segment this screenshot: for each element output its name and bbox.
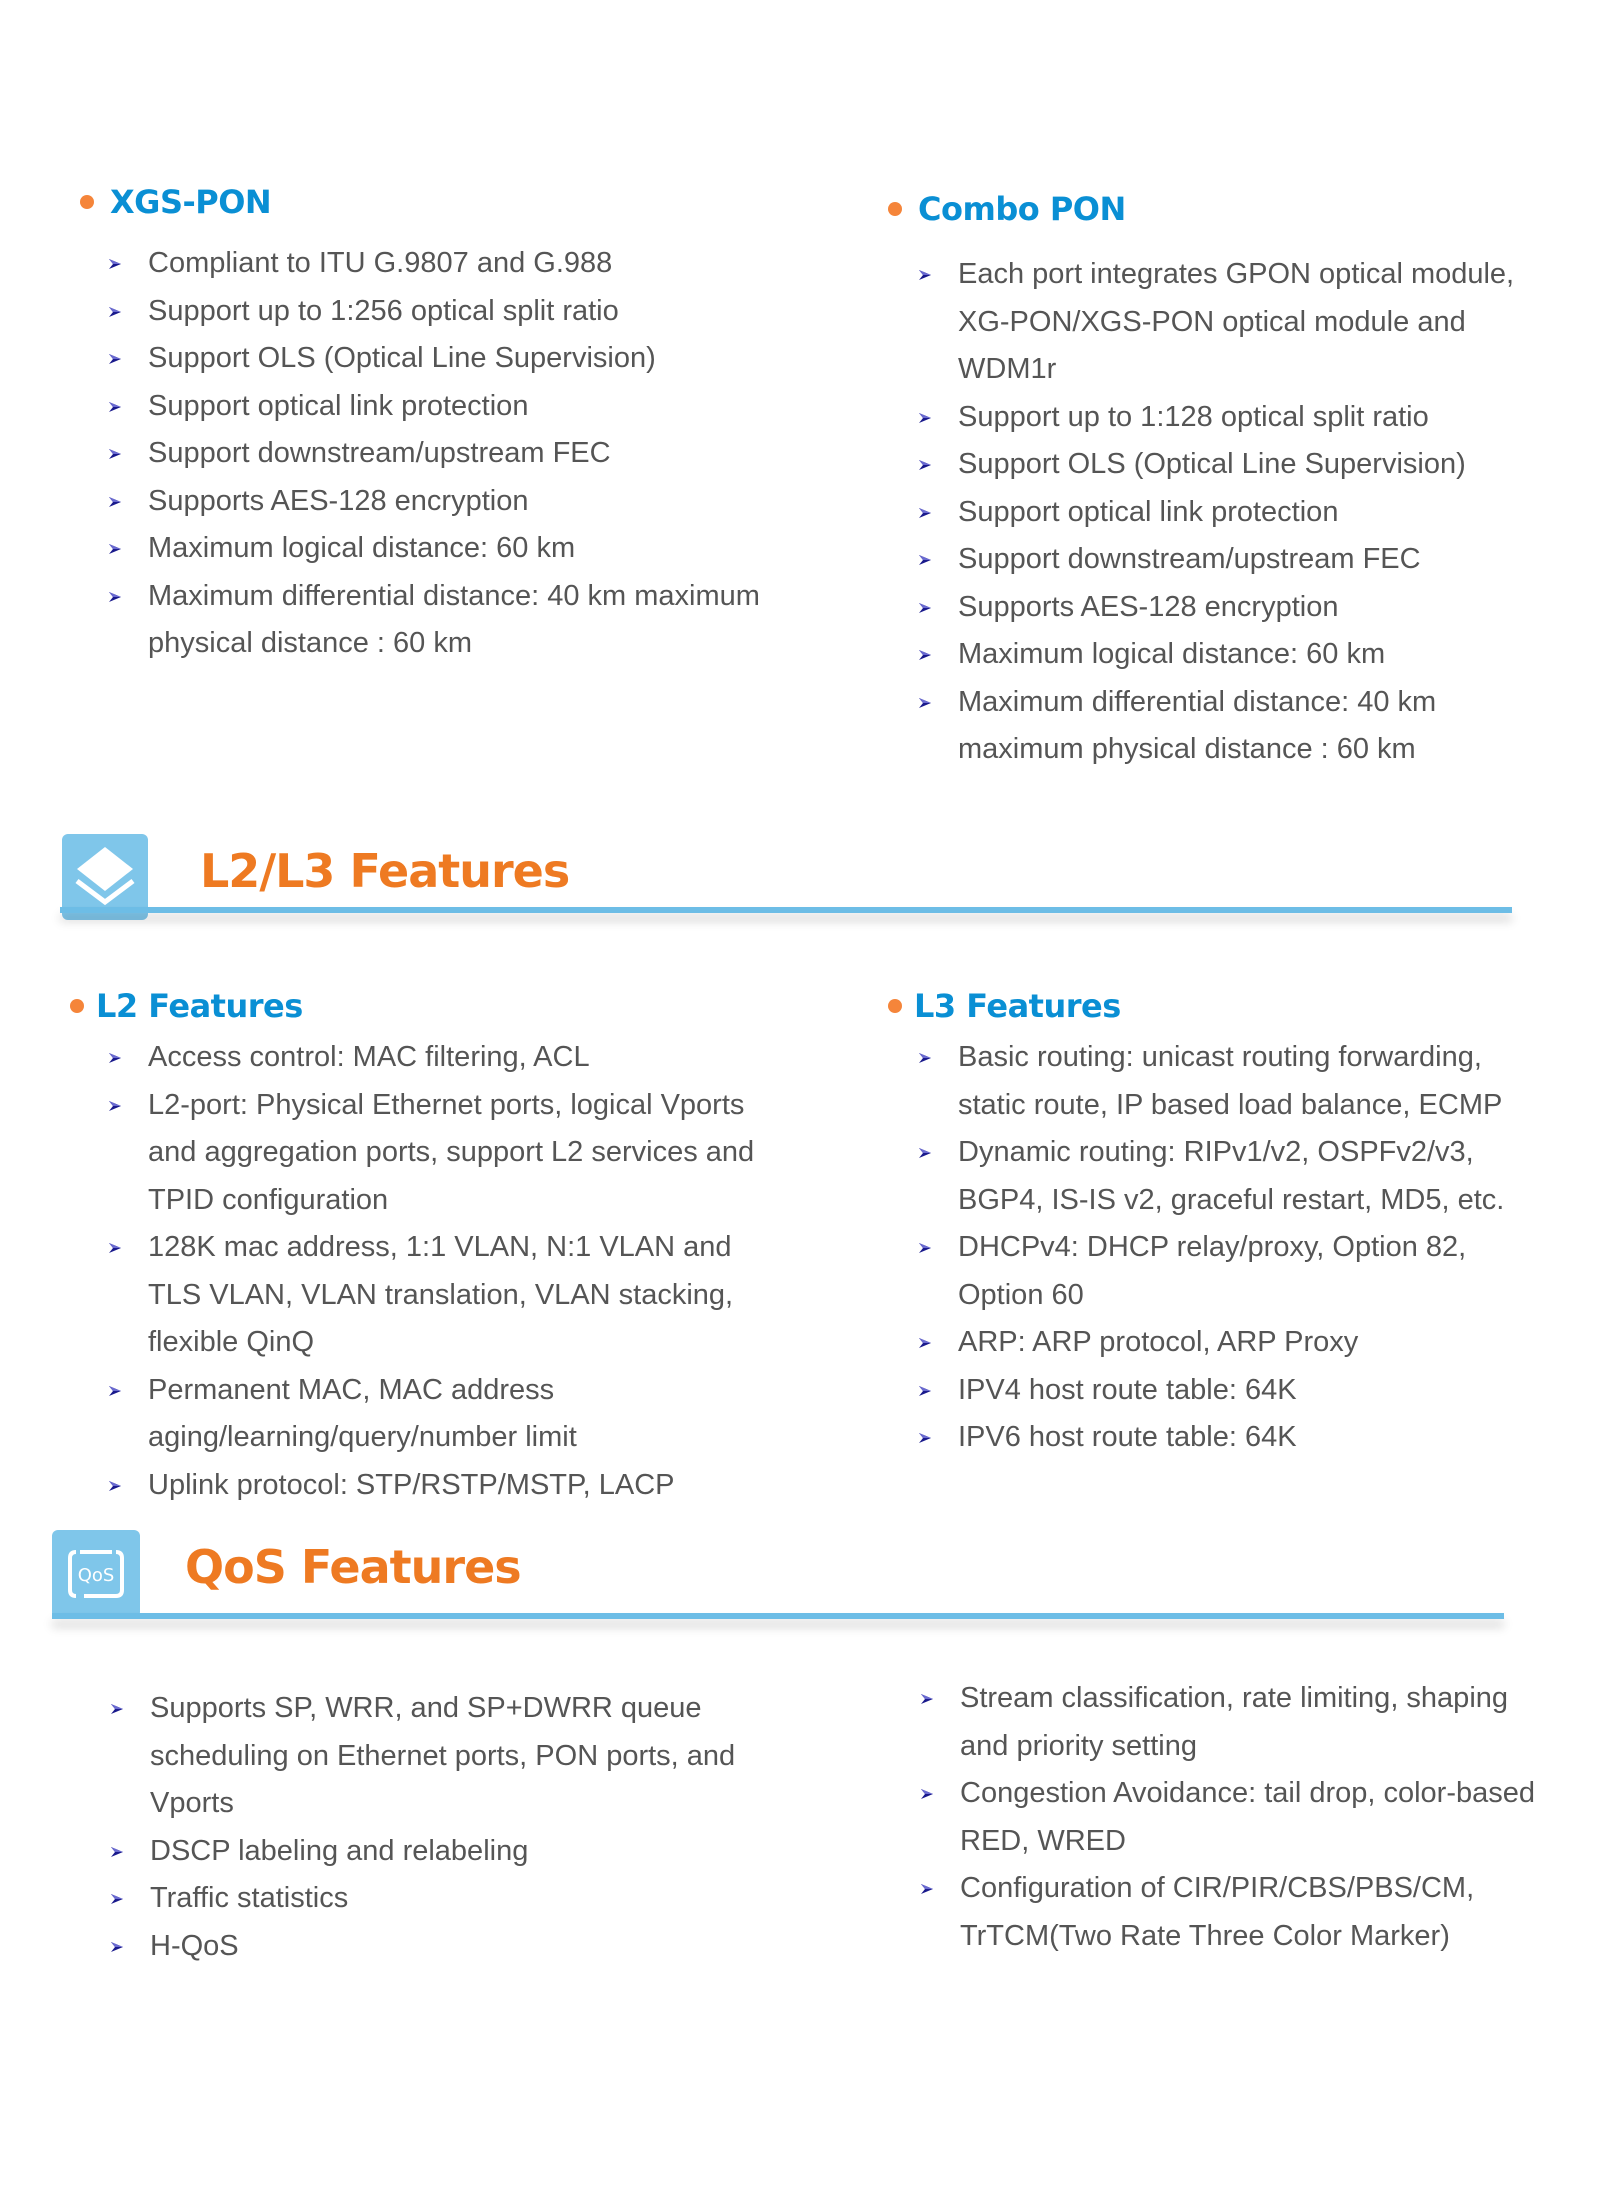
arrow-bullet-icon xyxy=(110,1702,124,1716)
list-item: Support up to 1:128 optical split ratio xyxy=(918,394,1518,442)
section-title: L2/L3 Features xyxy=(200,844,570,898)
bullet-dot-icon xyxy=(80,195,94,209)
arrow-bullet-icon xyxy=(110,1940,124,1954)
list-item: Permanent MAC, MAC address aging/learning/query/number limit xyxy=(108,1367,788,1462)
arrow-bullet-icon xyxy=(918,648,932,662)
list-item: Support OLS (Optical Line Supervision) xyxy=(918,441,1518,489)
list-item: Basic routing: unicast routing forwarding, static route, IP based load balance, ECMP xyxy=(918,1034,1548,1129)
bullet-dot-icon xyxy=(70,999,84,1013)
arrow-bullet-icon xyxy=(108,305,122,319)
combo-pon-list xyxy=(918,251,1518,774)
list-item: DHCPv4: DHCP relay/proxy, Option 82, Option 60 xyxy=(918,1224,1548,1319)
svg-text:QoS: QoS xyxy=(77,1565,115,1586)
list-item: Support optical link protection xyxy=(918,489,1518,537)
list-item: Compliant to ITU G.9807 and G.988 xyxy=(108,240,828,288)
list-item: DSCP labeling and relabeling xyxy=(110,1828,810,1876)
arrow-bullet-icon xyxy=(108,1051,122,1065)
arrow-bullet-icon xyxy=(920,1882,934,1896)
list-item: ARP: ARP protocol, ARP Proxy xyxy=(918,1319,1548,1367)
l2-features-heading xyxy=(70,987,303,1025)
list-item: Maximum differential distance: 40 km maximum physical distance : 60 km xyxy=(108,573,828,668)
arrow-bullet-icon xyxy=(108,495,122,509)
combo-pon-title: Combo PON xyxy=(918,190,1126,228)
arrow-bullet-icon xyxy=(918,268,932,282)
list-item: IPV6 host route table: 64K xyxy=(918,1414,1548,1462)
list-item: Support optical link protection xyxy=(108,383,828,431)
list-item: Supports SP, WRR, and SP+DWRR queue scheduling on Ethernet ports, PON ports, and Vports xyxy=(110,1685,810,1828)
section-title: QoS Features xyxy=(185,1540,521,1594)
arrow-bullet-icon xyxy=(918,696,932,710)
xgs-pon-title: XGS-PON xyxy=(110,183,272,221)
arrow-bullet-icon xyxy=(108,590,122,604)
list-item: Dynamic routing: RIPv1/v2, OSPFv2/v3, BGP4, IS-IS v2, graceful restart, MD5, etc. xyxy=(918,1129,1548,1224)
arrow-bullet-icon xyxy=(918,1336,932,1350)
arrow-bullet-icon xyxy=(918,1241,932,1255)
list-item: Maximum differential distance: 40 km maximum physical distance : 60 km xyxy=(918,679,1518,774)
l2-features-title: L2 Features xyxy=(96,987,303,1025)
arrow-bullet-icon xyxy=(918,1384,932,1398)
arrow-bullet-icon xyxy=(108,1099,122,1113)
arrow-bullet-icon xyxy=(918,601,932,615)
qos-left-list xyxy=(110,1685,810,1970)
list-item: Stream classification, rate limiting, shaping and priority setting xyxy=(920,1675,1540,1770)
list-item: Maximum logical distance: 60 km xyxy=(108,525,828,573)
arrow-bullet-icon xyxy=(918,458,932,472)
list-item: Support downstream/upstream FEC xyxy=(108,430,828,478)
arrow-bullet-icon xyxy=(920,1692,934,1706)
arrow-bullet-icon xyxy=(108,447,122,461)
list-item: Supports AES-128 encryption xyxy=(918,584,1518,632)
list-item: 128K mac address, 1:1 VLAN, N:1 VLAN and TLS VLAN, VLAN translation, VLAN stacking, flexible QinQ xyxy=(108,1224,788,1367)
list-item: Maximum logical distance: 60 km xyxy=(918,631,1518,679)
list-item: IPV4 host route table: 64K xyxy=(918,1367,1548,1415)
arrow-bullet-icon xyxy=(918,1431,932,1445)
xgs-pon-list xyxy=(108,240,828,668)
bullet-dot-icon xyxy=(888,999,902,1013)
l3-features-heading xyxy=(888,987,1121,1025)
list-item: Traffic statistics xyxy=(110,1875,810,1923)
arrow-bullet-icon xyxy=(918,506,932,520)
list-item: Support downstream/upstream FEC xyxy=(918,536,1518,584)
arrow-bullet-icon xyxy=(918,1051,932,1065)
qos-icon xyxy=(52,1530,140,1618)
list-item: Supports AES-128 encryption xyxy=(108,478,828,526)
l3-features-title: L3 Features xyxy=(914,987,1121,1025)
arrow-bullet-icon xyxy=(108,352,122,366)
arrow-bullet-icon xyxy=(110,1845,124,1859)
l3-features-list xyxy=(918,1034,1548,1462)
list-item: Each port integrates GPON optical module, XG-PON/XGS-PON optical module and WDM1r xyxy=(918,251,1518,394)
list-item: Support up to 1:256 optical split ratio xyxy=(108,288,828,336)
list-item: Support OLS (Optical Line Supervision) xyxy=(108,335,828,383)
arrow-bullet-icon xyxy=(110,1892,124,1906)
list-item: Uplink protocol: STP/RSTP/MSTP, LACP xyxy=(108,1462,788,1510)
arrow-bullet-icon xyxy=(920,1787,934,1801)
section-divider xyxy=(52,1613,1504,1619)
list-item: L2-port: Physical Ethernet ports, logical Vports and aggregation ports, support L2 services and TPID configuration xyxy=(108,1082,788,1225)
arrow-bullet-icon xyxy=(108,1479,122,1493)
list-item: Congestion Avoidance: tail drop, color-based RED, WRED xyxy=(920,1770,1540,1865)
l2-features-list xyxy=(108,1034,788,1509)
list-item: Configuration of CIR/PIR/CBS/PBS/CM, TrTCM(Two Rate Three Color Marker) xyxy=(920,1865,1540,1960)
list-item: H-QoS xyxy=(110,1923,810,1971)
arrow-bullet-icon xyxy=(108,257,122,271)
arrow-bullet-icon xyxy=(918,411,932,425)
arrow-bullet-icon xyxy=(108,1384,122,1398)
arrow-bullet-icon xyxy=(108,542,122,556)
section-divider xyxy=(60,907,1512,913)
arrow-bullet-icon xyxy=(108,400,122,414)
qos-right-list xyxy=(920,1675,1540,1960)
arrow-bullet-icon xyxy=(918,553,932,567)
xgs-pon-heading xyxy=(80,183,271,221)
bullet-dot-icon xyxy=(888,202,902,216)
combo-pon-heading xyxy=(888,190,1126,228)
arrow-bullet-icon xyxy=(108,1241,122,1255)
list-item: Access control: MAC filtering, ACL xyxy=(108,1034,788,1082)
arrow-bullet-icon xyxy=(918,1146,932,1160)
